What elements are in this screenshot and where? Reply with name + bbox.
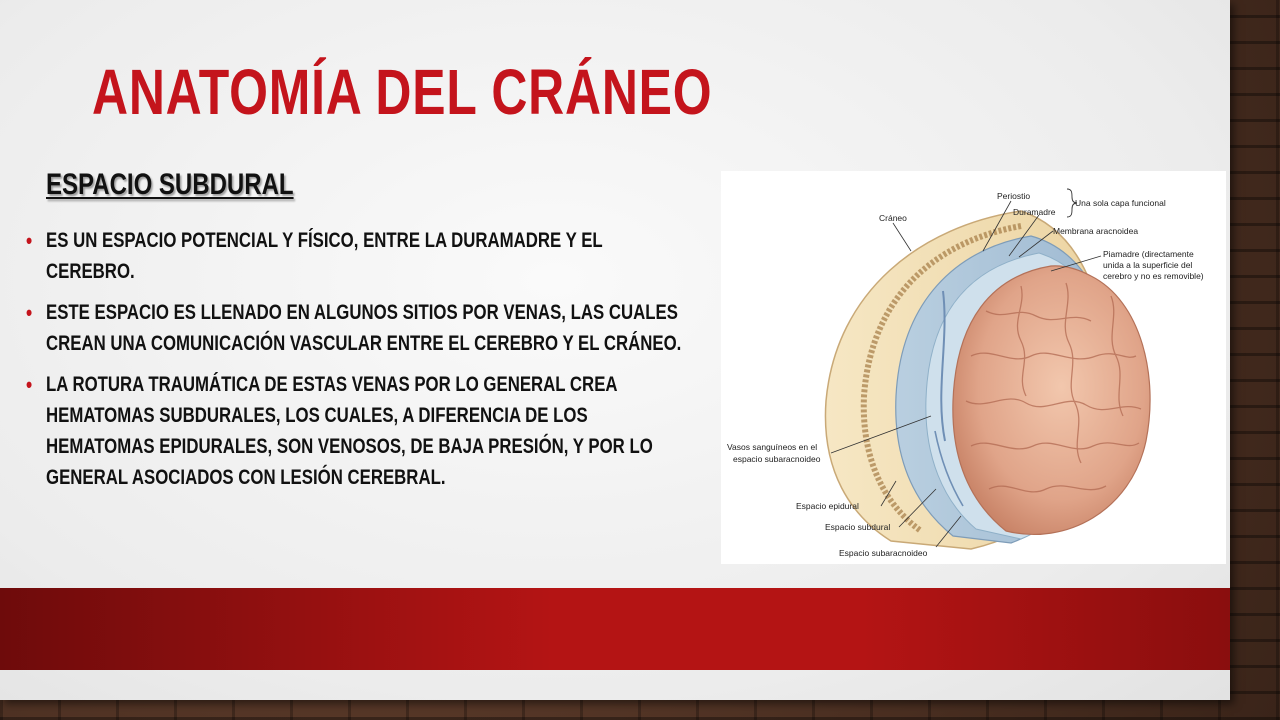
label-subdural: Espacio subdural — [825, 522, 891, 532]
bullet-text: ES UN ESPACIO POTENCIAL Y FÍSICO, ENTRE LA DURAMADRE Y EL CEREBRO. — [46, 229, 603, 283]
bullet-dot-icon: • — [26, 300, 33, 325]
label-piamadre-1: Piamadre (directamente — [1103, 249, 1194, 259]
bullet-text: ESTE ESPACIO ES LLENADO EN ALGUNOS SITIOS POR VENAS, LAS CUALES CREAN UNA COMUNICACIÓN VASCULAR ENTRE EL CEREBRO Y EL CRÁNEO. — [46, 301, 682, 355]
label-periostio: Periostio — [997, 191, 1031, 201]
bullet-item — [26, 369, 682, 493]
bullet-item — [26, 297, 682, 359]
label-craneo: Cráneo — [879, 213, 907, 223]
footer-band — [0, 588, 1230, 670]
label-vasos-2: espacio subaracnoideo — [733, 454, 821, 464]
label-capa-funcional: Una sola capa funcional — [1075, 198, 1166, 208]
bullet-list — [26, 225, 682, 503]
skull-layers-illustration — [721, 171, 1226, 564]
bullet-text: LA ROTURA TRAUMÁTICA DE ESTAS VENAS POR LO GENERAL CREA HEMATOMAS SUBDURALES, LOS CUALES, A DIFERENCIA DE LOS HEMATOMAS EPIDURALES, SON VENOSOS, DE BAJA PRESIÓN, Y POR LO GENERAL ASOCIADOS CON LESIÓN CEREBRAL. — [46, 373, 653, 489]
bullet-dot-icon: • — [26, 228, 33, 253]
skull-anatomy-figure — [721, 171, 1226, 564]
label-duramadre: Duramadre — [1013, 207, 1056, 217]
label-subaracnoideo: Espacio subaracnoideo — [839, 548, 928, 558]
label-epidural: Espacio epidural — [796, 501, 859, 511]
bullet-item — [26, 225, 682, 287]
label-membrana: Membrana aracnoidea — [1053, 226, 1139, 236]
brain-surface — [953, 266, 1150, 535]
label-piamadre-3: cerebro y no es removible) — [1103, 271, 1204, 281]
bullet-dot-icon: • — [26, 372, 33, 397]
label-piamadre-2: unida a la superficie del — [1103, 260, 1193, 270]
label-vasos-1: Vasos sanguíneos en el — [727, 442, 818, 452]
slide-title: ANATOMÍA DEL CRÁNEO — [92, 56, 713, 128]
slide-subtitle: ESPACIO SUBDURAL — [46, 168, 294, 201]
